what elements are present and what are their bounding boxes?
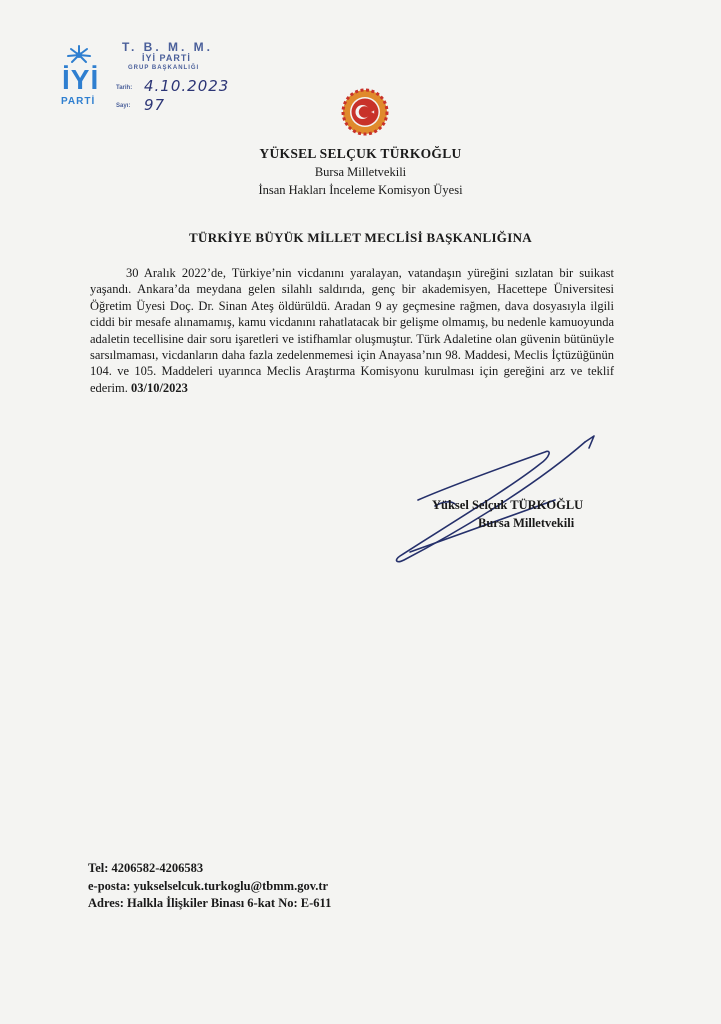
- party-logo: [58, 44, 102, 114]
- stamp-date-value: 4.10.2023: [144, 77, 230, 95]
- letter-body: [90, 265, 614, 396]
- party-logo-mark: İYİ: [62, 64, 100, 95]
- party-logo-sub: PARTİ: [61, 96, 96, 107]
- stamp-line3: GRUP BAŞKANLIĞI: [128, 65, 200, 71]
- signature-title: Bursa Milletvekili: [478, 516, 575, 530]
- contact-info: [88, 860, 331, 913]
- stamp-line2: İYİ PARTİ: [142, 53, 191, 63]
- contact-phone: Tel: 4206582-4206583: [88, 861, 204, 875]
- star-burst-icon: [64, 44, 94, 66]
- contact-email: e-posta: yukselselcuk.turkoglu@tbmm.gov.tr: [88, 878, 329, 893]
- tbmm-emblem-icon: [341, 88, 389, 136]
- contact-address: Adres: Halkla İlişkiler Binası 6-kat No: E-611: [88, 896, 332, 910]
- registration-stamp: [114, 40, 264, 118]
- sender-title: Bursa Milletvekili: [314, 165, 407, 179]
- signature-name: Yüksel Selçuk TÜRKOĞLU: [432, 498, 584, 512]
- stamp-number-label: Sayı:: [116, 103, 131, 109]
- letter-date: 03/10/2023: [130, 380, 188, 395]
- addressee: TÜRKİYE BÜYÜK MİLLET MECLİSİ BAŞKANLIĞINA: [189, 230, 532, 245]
- sender-name: YÜKSEL SELÇUK TÜRKOĞLU: [259, 146, 462, 161]
- stamp-line1: T. B. M. M.: [122, 40, 213, 54]
- body-paragraph: [90, 265, 614, 396]
- stamp-date-label: Tarih:: [116, 85, 133, 91]
- body-text: 30 Aralık 2022’de, Türkiye’nin vicdanını yaralayan, vatandaşın yüreğini sızlatan bir suikast yaşandı. Ankara’da meydana gelen silahlı saldırıda, genç bir akademisyen, Hacettepe Üniversitesi Öğretim Üyesi Doç. Dr. Sinan Ateş öldürüldü. Aradan 9 ay geçmesine rağmen, dava dosyasıyla ilgili ciddi bir mesafe alınamamış, kamu vicdanını rahatlatacak bir gelişme olmamış, bu nedenle kamuoyunda adaletin tecellisine dair soru işaretleri ve istifhamlar oluşmuştur. Türk Adaletine olan güvenin bütünüyle sarsılmaması, vicdanların daha fazla zedelenmemesi için Anayasa’nın 98. Maddesi, Meclis İçtüzüğünün 104. ve 105. Maddeleri uyarınca Meclis Araştırma Komisyonu kurulması için gereğini arz ve teklif ederim.: [90, 266, 614, 395]
- stamp-number-value: 97: [144, 96, 166, 114]
- sender-commission: İnsan Hakları İnceleme Komisyon Üyesi: [258, 183, 463, 197]
